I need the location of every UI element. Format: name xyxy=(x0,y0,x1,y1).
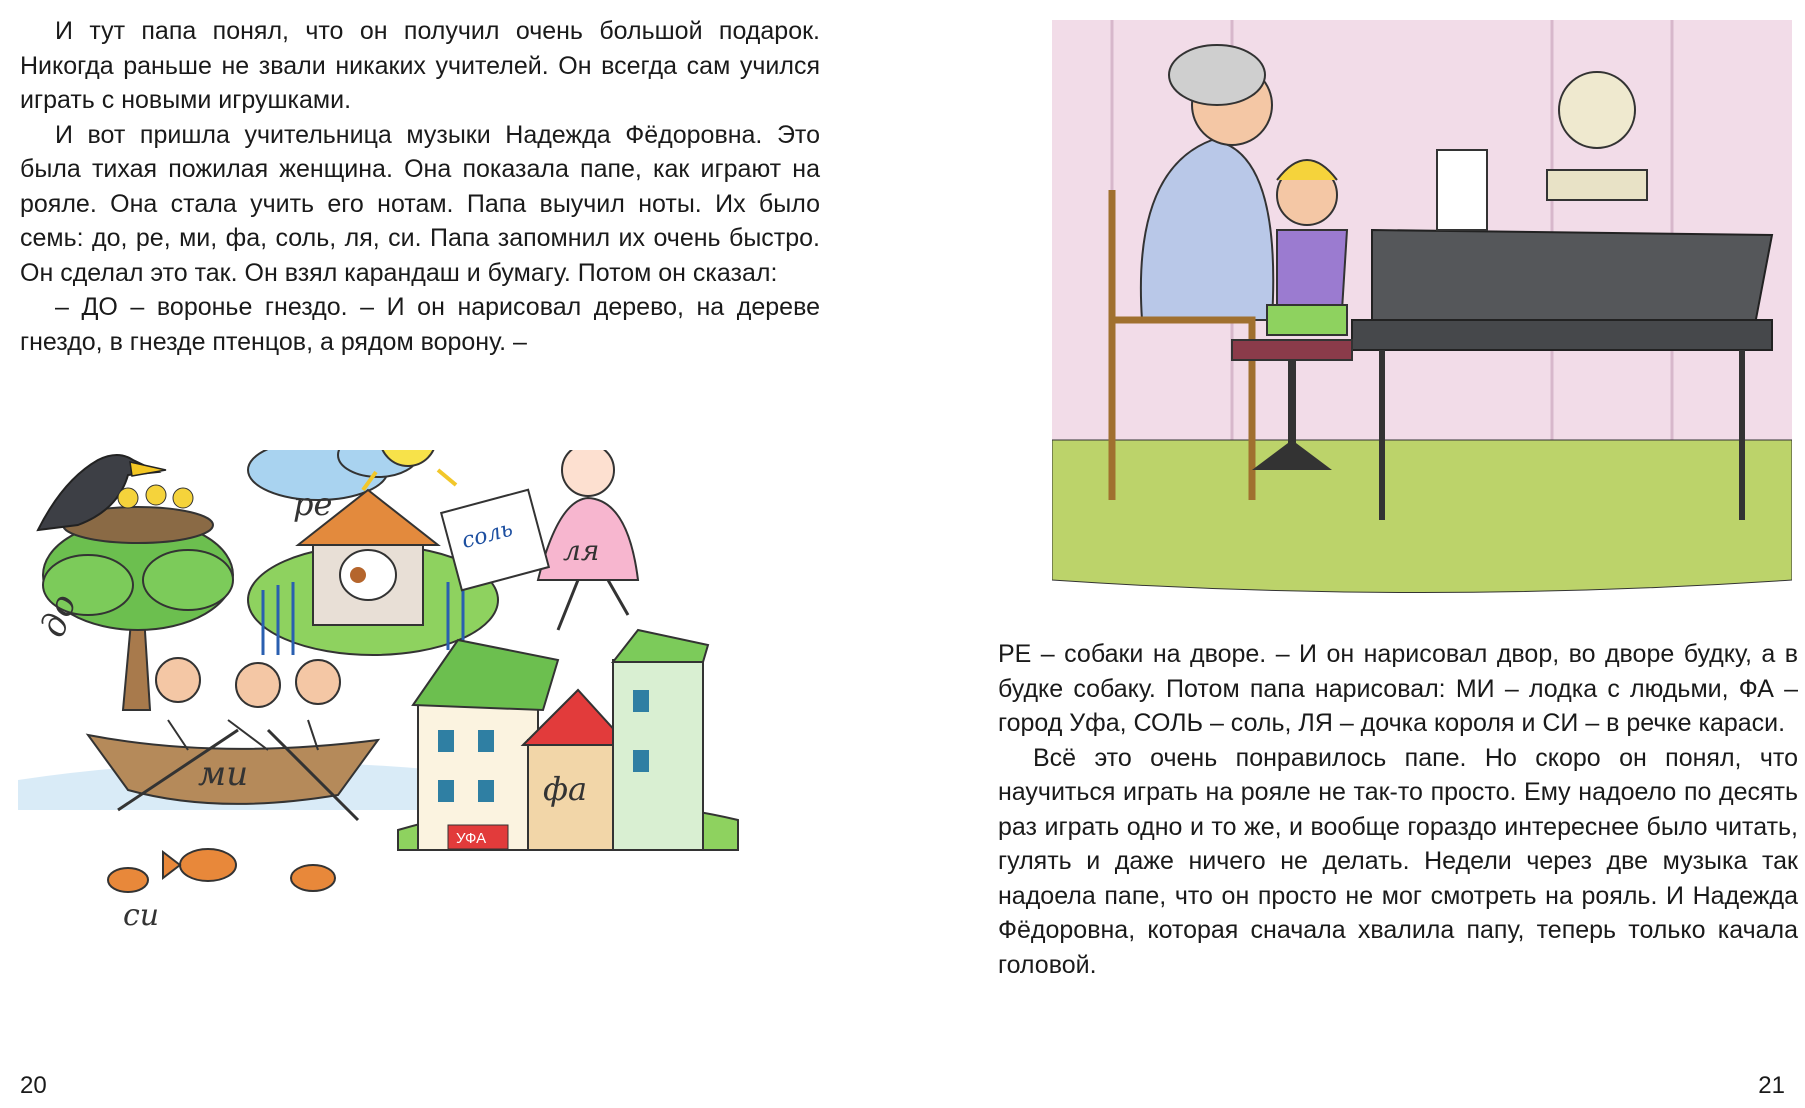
page-number-right: 21 xyxy=(1758,1072,1785,1099)
tree-with-nest xyxy=(38,455,233,710)
label-ufa-sign: УФА xyxy=(456,830,487,847)
label-re: ре xyxy=(293,485,333,523)
label-sol: соль xyxy=(459,516,516,555)
piano-lesson-illustration xyxy=(1052,20,1792,600)
notes-illustration xyxy=(18,450,818,1060)
boat-mi xyxy=(18,658,448,820)
label-si: си xyxy=(123,898,160,933)
paragraph: И тут папа понял, что он получил очень большой подарок. Никогда раньше не звали никаких учителей. Он всегда сам учился играть с новыми игрушками. xyxy=(20,17,820,114)
left-page xyxy=(0,0,902,1108)
paragraph: И вот пришла учительница музыки Надежда Фёдоровна. Это была тихая пожилая женщина. Она показала папе, как играют на рояле. Она стала учить его нотам. Папа выучил ноты. Их было семь: до, ре, ми, фа, соль, ля, си. Папа запомнил их очень быстро. Он сделал это так. Он взял карандаш и бумагу. Потом он сказал: xyxy=(20,120,820,287)
right-page xyxy=(902,0,1805,1108)
page-number-left: 20 xyxy=(20,1072,47,1099)
right-page-text xyxy=(998,637,1798,982)
label-fa: фа xyxy=(543,770,588,808)
paragraph: – ДО – воронье гнездо. – И он нарисовал дерево, на дереве гнездо, в гнезде птенцов, а рядом ворону. – xyxy=(20,293,820,356)
label-do: до xyxy=(32,589,85,643)
paragraph: Всё это очень понравилось папе. Но скоро он понял, что научиться играть на рояле не так-то просто. Ему надоело по десять раз играть одно и то же, и вообще гораздо интереснее было читать, гулять и даже ничего не делать. Недели через две музыка так надоела папе, что он просто не мог смотреть на рояль. И Надежда Фёдоровна, которая сначала хвалила папу, теперь только качала головой. xyxy=(998,743,1798,979)
label-mi: ми xyxy=(198,754,249,794)
label-la: ля xyxy=(563,534,600,567)
town-ufa xyxy=(398,630,738,850)
paragraph: РЕ – собаки на дворе. – И он нарисовал двор, во дворе будку, а в будке собаку. Потом папа нарисовал: МИ – лодка с людьми, ФА – город Уфа, СОЛЬ – соль, ЛЯ – дочка короля и СИ – в речке караси. xyxy=(998,640,1798,737)
fish-si xyxy=(108,849,335,892)
left-page-text xyxy=(20,14,820,359)
cloud-and-sun xyxy=(248,450,468,500)
